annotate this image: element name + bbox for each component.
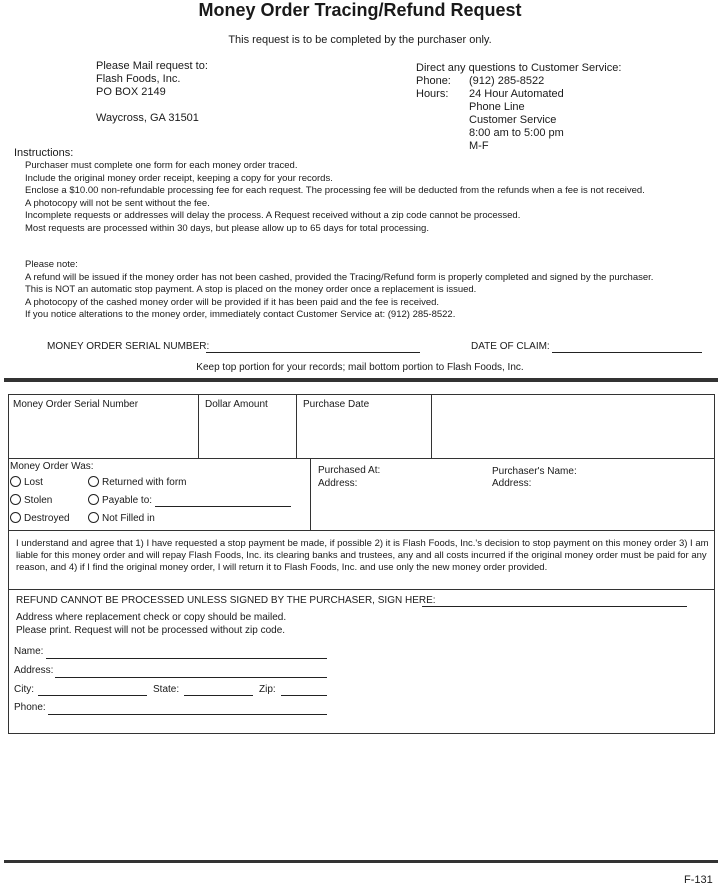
agreement-text: I understand and agree that 1) I have requested a stop payment be made, if possible 2) it is Flash Foods, Inc.'s decision to stop payment on this money order 3) I am liable for this money order and will repay Flash Foods, Inc. its clearing banks and trustees, any and all costs incurred if the original money order must be paid for any reason, and 4) if I find the original money order, I will return it to Flash Foods, Inc. and use only the new money order provided. — [16, 538, 709, 573]
hours-label: Hours: — [416, 88, 449, 100]
instructions-list — [25, 160, 645, 235]
phone-number: (912) 285-8522 — [469, 75, 545, 87]
address-field[interactable] — [55, 677, 327, 678]
phone-label: Phone: — [416, 75, 451, 87]
phone-field[interactable] — [48, 714, 327, 715]
state-label: State: — [153, 684, 180, 695]
purchased-at-label: Purchased At: — [318, 465, 381, 476]
mail-pobox: PO BOX 2149 — [96, 86, 166, 98]
divider — [8, 589, 715, 590]
option-not-filled[interactable]: Not Filled in — [88, 512, 155, 524]
radio-icon[interactable] — [88, 494, 99, 505]
note-item: This is NOT an automatic stop payment. A stop is placed on the money order once a replacement is issued. — [25, 284, 477, 295]
note-item: A photocopy of the cashed money order will be provided if it has been paid and the fee is received. — [25, 296, 440, 308]
service-block — [416, 62, 621, 153]
serial-number-label: MONEY ORDER SERIAL NUMBER: — [47, 341, 210, 352]
option-returned[interactable]: Returned with form — [88, 476, 186, 488]
mail-block — [96, 60, 208, 125]
city-label: City: — [14, 684, 34, 695]
zip-field[interactable] — [281, 695, 327, 696]
purchaser-name-label: Purchaser's Name: — [492, 466, 577, 477]
name-label: Name: — [14, 646, 44, 657]
form-title: Money Order Tracing/Refund Request — [198, 0, 522, 20]
instruction-item: Most requests are processed within 30 days, but please allow up to 65 days for total processing. — [25, 222, 429, 234]
note-heading: Please note: — [25, 259, 78, 270]
sign-here-label: REFUND CANNOT BE PROCESSED UNLESS SIGNED BY THE PURCHASER, SIGN HERE: — [16, 595, 436, 606]
hours-line: Phone Line — [469, 101, 525, 113]
radio-icon[interactable] — [88, 476, 99, 487]
note-block — [25, 259, 653, 322]
mail-company: Flash Foods, Inc. — [96, 73, 181, 85]
instruction-item: Enclose a $10.00 non-refundable processing fee for each request. The processing fee will be deducted from the refunds when a fee is not received. — [25, 185, 645, 196]
mail-city: Waycross, GA 31501 — [96, 112, 199, 124]
purchaser-address-label: Address: — [492, 478, 532, 489]
hours-line: M-F — [469, 140, 489, 152]
divider — [198, 394, 199, 459]
keep-top-note: Keep top portion for your records; mail bottom portion to Flash Foods, Inc. — [196, 362, 524, 373]
instruction-item: Purchaser must complete one form for each money order traced. — [25, 160, 298, 171]
service-heading: Direct any questions to Customer Service: — [416, 62, 622, 74]
option-lost[interactable]: Lost — [10, 476, 43, 488]
instructions-heading: Instructions: — [14, 147, 74, 159]
date-of-claim-field[interactable] — [552, 352, 702, 353]
instruction-item: Incomplete requests or addresses will delay the process. A Request received without a zip code cannot be processed. — [25, 210, 521, 221]
hours-line: 8:00 am to 5:00 pm — [469, 127, 564, 139]
option-destroyed[interactable]: Destroyed — [10, 512, 70, 524]
instruction-item: Include the original money order receipt, keeping a copy for your records. — [25, 172, 333, 184]
hours-line: 24 Hour Automated — [469, 88, 564, 100]
col-serial-number: Money Order Serial Number — [13, 399, 139, 410]
tear-line — [4, 378, 718, 382]
radio-icon[interactable] — [10, 494, 21, 505]
note-item: If you notice alterations to the money order, immediately contact Customer Service at: (912) 285-8522. — [25, 309, 456, 320]
form-number: F-131 — [684, 874, 713, 886]
mail-heading: Please Mail request to: — [96, 60, 208, 72]
note-item: A refund will be issued if the money order has not been cashed, provided the Tracing/Refund form is properly completed and signed by the purchaser. — [25, 271, 654, 283]
signature-field[interactable] — [422, 606, 687, 607]
form-subtitle: This request is to be completed by the purchaser only. — [228, 34, 492, 46]
name-field[interactable] — [46, 658, 327, 659]
date-of-claim-label: DATE OF CLAIM: — [471, 341, 550, 352]
divider — [431, 394, 432, 459]
serial-number-field[interactable] — [206, 352, 420, 353]
divider — [310, 458, 311, 531]
address-note: Address where replacement check or copy should be mailed. — [16, 612, 287, 623]
city-field[interactable] — [38, 695, 147, 696]
bottom-rule — [4, 860, 718, 863]
instruction-item: A photocopy will not be sent without the fee. — [25, 197, 210, 209]
state-field[interactable] — [184, 695, 253, 696]
col-purchase-date: Purchase Date — [303, 399, 370, 410]
col-dollar-amount: Dollar Amount — [205, 399, 268, 410]
radio-icon[interactable] — [88, 512, 99, 523]
radio-icon[interactable] — [10, 476, 21, 487]
divider — [296, 394, 297, 459]
address-label: Address: — [14, 665, 54, 676]
print-note: Please print. Request will not be processed without zip code. — [16, 625, 286, 636]
payable-to-field[interactable] — [155, 506, 291, 507]
radio-icon[interactable] — [10, 512, 21, 523]
hours-line: Customer Service — [469, 114, 557, 126]
phone-label: Phone: — [14, 702, 46, 713]
purchased-at-address-label: Address: — [318, 478, 358, 489]
option-payable-to[interactable]: Payable to: — [88, 494, 152, 506]
option-stolen[interactable]: Stolen — [10, 494, 52, 506]
money-order-was-label: Money Order Was: — [10, 461, 94, 472]
zip-label: Zip: — [259, 684, 276, 695]
